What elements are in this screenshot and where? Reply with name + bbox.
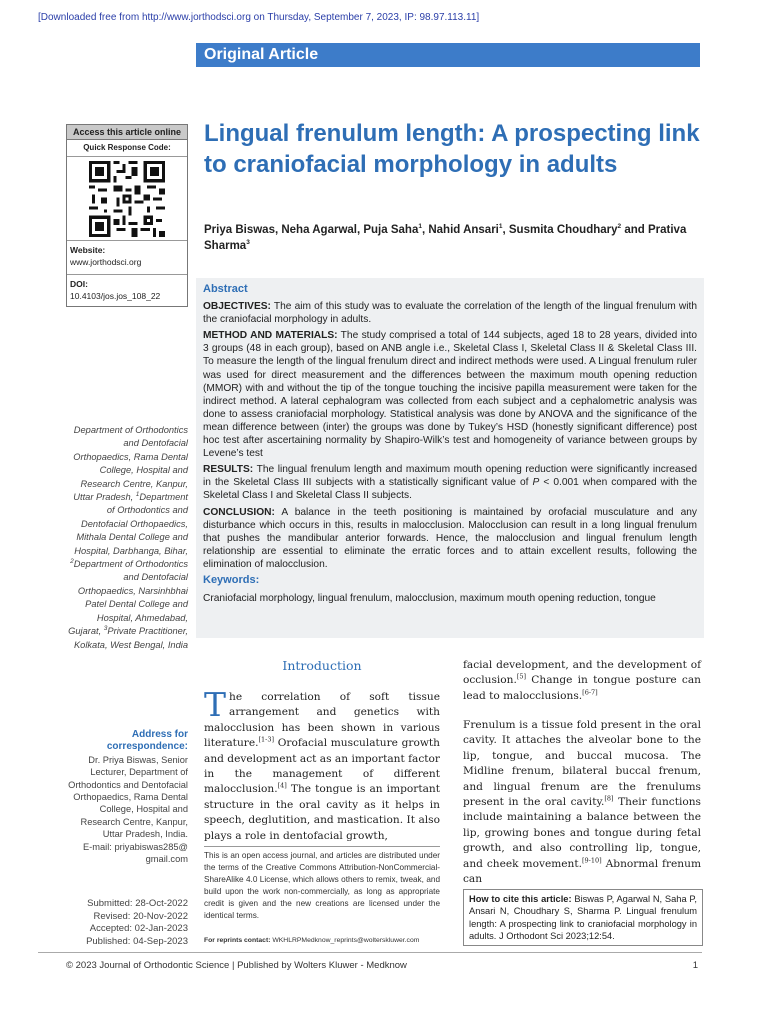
cite-label: How to cite this article: xyxy=(469,894,572,904)
introduction-heading: Introduction xyxy=(282,658,362,673)
affiliation-text: Department of Orthodontics and Dentofacial Orthopaedics, Mithala Dental College and Hospital, Darbhanga, Bihar, xyxy=(74,492,188,556)
doi-block xyxy=(67,275,187,305)
intro-column-left xyxy=(204,685,440,844)
article-title: Lingual frenulum length: A prospecting link to craniofacial morphology in adults xyxy=(204,120,700,178)
date-accepted: Accepted: 02-Jan-2023 xyxy=(89,923,188,934)
date-published: Published: 04-Sep-2023 xyxy=(86,935,188,947)
abstract-results xyxy=(203,463,697,502)
correspondence-email[interactable]: E-mail: priyabiswas285@ gmail.com xyxy=(82,841,188,865)
abstract-heading: Abstract xyxy=(203,283,248,295)
open-access-notice: This is an open access journal, and articles are distributed under the terms of the Creative Commons Attribution-NonCommercial-ShareAlike 4.0 License, which allows others to remix, tweak, and build upon the work non-commercially, as long as appropriate credit is given and the new creations are licensed under the identical terms. xyxy=(204,846,440,922)
citation-ref[interactable]: [9-10] xyxy=(582,856,602,865)
author-list xyxy=(204,222,700,254)
access-box xyxy=(66,124,188,307)
citation-ref[interactable]: [1-3] xyxy=(258,735,275,744)
conclusion-label: CONCLUSION: xyxy=(203,506,275,518)
cite-box xyxy=(463,889,703,946)
footer-divider xyxy=(38,952,702,953)
objectives-text: The aim of this study was to evaluate the correlation of the length of the lingual frenulum with the craniofacial morphology in adults. xyxy=(203,301,697,326)
conclusion-text: A balance in the teeth positioning is maintained by orofacial musculature and any disturbance which occurs in this, results in malocclusion. Malocclusion can result in a long lingual frenulum that pushes the mandibular anterior forwards. Hence, the malocclusion and lingual frenulum length relationship are essential to eliminate the erratic forces and to attain excellent results, following the elimination of malocclusion. xyxy=(203,506,697,570)
correspondence-heading: Address for correspondence: xyxy=(106,729,188,753)
dates-block xyxy=(66,898,188,948)
date-revised: Revised: 20-Nov-2022 xyxy=(93,910,188,922)
author-text: , Susmita Choudhary xyxy=(502,224,618,236)
qr-wrap xyxy=(67,157,187,241)
reprints-email[interactable]: WKHLRPMedknow_reprints@wolterskluwer.com xyxy=(270,937,420,944)
author-sup: 1 xyxy=(498,223,503,231)
intro-text: Abnormal frenum can xyxy=(463,857,701,886)
abstract-box xyxy=(196,278,704,638)
date-submitted: Submitted: 28-Oct-2022 xyxy=(87,898,188,909)
article-type-banner: Original Article xyxy=(196,43,700,67)
intro-column-right xyxy=(463,718,701,887)
intro-text: Orofacial musculature growth and development act as an important factor in the management of different malocclusion. xyxy=(204,737,440,796)
intro-text: Frenulum is a tissue fold present in the oral cavity. It attaches the alveolar bone to the lip, tongue, and buccal mucosa. The Midline frenum, bilateral buccal frenum, and lingual frenum are the frenulums present in the oral cavity. xyxy=(463,719,701,809)
results-label: RESULTS: xyxy=(203,464,254,476)
intro-text: Their functions include maintaining a balance between the lip, growing bones and tongue during fetal growth, and also controlling lip, tongue, and cheek movement. xyxy=(463,796,701,870)
abstract-methods xyxy=(203,329,697,460)
p-symbol: P xyxy=(532,477,540,489)
intro-text: Change in tongue posture can lead to malocclusions. xyxy=(463,674,701,702)
author-text: Priya Biswas, Neha Agarwal, Puja Saha xyxy=(204,224,419,236)
author-text: and Prativa Sharma xyxy=(204,224,687,252)
keywords-text: Craniofacial morphology, lingual frenulum, malocclusion, maximum mouth opening reduction, tongue xyxy=(203,593,656,605)
affiliation-text: Department of Orthodontics and Dentofacial Orthopaedics, Rama Dental College, Hospital and Research Centre, Kanpur, Uttar Pradesh, xyxy=(73,425,188,503)
page-footer xyxy=(66,960,698,971)
citation-ref[interactable]: [4] xyxy=(277,781,287,790)
affiliation-text: Department of Orthodontics and Dentofacial Orthopaedics, Narsinhbhai Patel Dental College and Hospital, Ahmedabad, Gujarat, xyxy=(68,559,188,637)
footer-text: © 2023 Journal of Orthodontic Science | Published by Wolters Kluwer - Medknow xyxy=(66,960,407,971)
intro-text: facial development, and the development of occlusion. xyxy=(463,659,701,687)
citation-ref[interactable]: [5] xyxy=(516,672,527,681)
qr-label: Quick Response Code: xyxy=(67,140,187,157)
doi-label: DOI: xyxy=(70,279,88,289)
citation-ref[interactable]: [6-7] xyxy=(582,688,598,697)
author-sup: 2 xyxy=(617,223,622,231)
methods-label: METHOD AND MATERIALS: xyxy=(203,330,338,342)
citation-ref[interactable]: [8] xyxy=(604,794,614,803)
affiliation-sup: 3 xyxy=(103,625,108,632)
website-link[interactable]: www.jorthodsci.org xyxy=(70,257,142,267)
access-heading: Access this article online xyxy=(67,125,187,140)
affiliation-sup: 1 xyxy=(135,490,140,498)
objectives-label: OBJECTIVES: xyxy=(203,301,271,313)
qr-code-icon[interactable] xyxy=(89,161,165,237)
page-number: 1 xyxy=(692,960,698,971)
results-text: The lingual frenulum length and maximum mouth opening reduction were significantly increased in the Skeletal Class III subjects with a statistically significant value of xyxy=(203,464,697,489)
affiliations xyxy=(66,424,188,652)
website-block xyxy=(67,241,187,275)
reprints-label: For reprints contact: xyxy=(204,937,271,944)
affiliation-sup: 2 xyxy=(70,557,74,565)
correspondence-body: Dr. Priya Biswas, Senior Lecturer, Department of Orthodontics and Dentofacial Orthopaedics, Rama Dental College, Hospital and Research Centre, Kanpur, Uttar Pradesh, India. xyxy=(68,754,188,840)
intro-text: The tongue is an important structure in the oral cavity as it helps in speech, deglutition, and mastication. It also plays a role in dentofacial growth, xyxy=(204,783,440,842)
cite-text: Biswas P, Agarwal N, Saha P, Ansari N, Choudhary S, Sharma P. Lingual frenulum length: A prospecting link to craniofacial morphology in adults. J Orthodont Sci 2023;12:54. xyxy=(469,894,697,941)
author-sup: 3 xyxy=(246,239,250,247)
intro-text: he correlation of soft tissue arrangement and genetics with malocclusion has been shown in various literature. xyxy=(204,691,440,750)
reprints-line xyxy=(204,937,444,944)
drop-cap: T xyxy=(204,685,227,724)
author-text: , Nahid Ansari xyxy=(421,224,499,236)
author-sup: 1 xyxy=(418,223,422,231)
results-text: < 0.001 when compared with the Skeletal Class I and Skeletal Class II subjects. xyxy=(203,477,697,502)
abstract-objectives xyxy=(203,300,697,326)
intro-column-right-top xyxy=(463,658,701,704)
doi-value[interactable]: 10.4103/jos.jos_108_22 xyxy=(70,291,161,301)
abstract-conclusion xyxy=(203,506,697,571)
keywords-heading: Keywords: xyxy=(203,573,260,586)
download-line: [Downloaded free from http://www.jorthodsci.org on Thursday, September 7, 2023, IP: 98.97.113.11] xyxy=(38,12,480,23)
methods-text: The study comprised a total of 144 subjects, aged 18 to 28 years, divided into 3 groups (48 in each group), based on ANB angle i.e., Skeletal Class I, Skeletal Class II & Skeletal Class III. To measure the length of the lingual frenulum direct and indirect methods were used. A Lingual frenulum ruler was used for direct measurement and the differences between the maximum mouth opening reduction (MMOR) with and without the tip of the tongue touching the incisive papilla measurement were taken for the indirect method. A lateral cephalogram was collected from each subject and a cephalometric analysis was done to assess craniofacial morphology. Statistical analysis was done by ANOVA and the significance of the mean difference between (inter) the groups was done by Tukey’s HSD (honestly significant difference) post hoc test after ascertaining normality by Shapiro-Wilk’s test and homogeneity of variance between groups by Levene’s test xyxy=(203,330,697,460)
correspondence-block xyxy=(66,729,188,865)
website-label: Website: xyxy=(70,245,106,255)
affiliation-text: Private Practitioner, Kolkata, West Bengal, India xyxy=(73,626,188,650)
